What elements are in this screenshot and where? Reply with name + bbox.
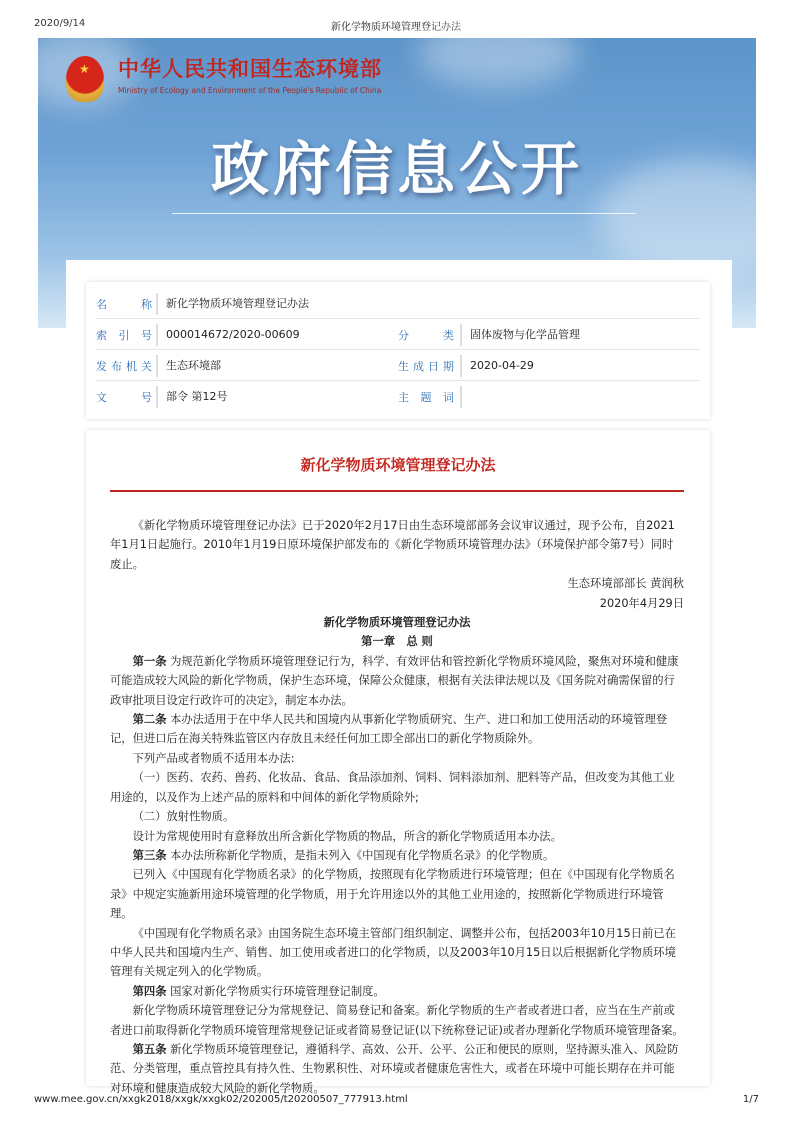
issuer-value: 生态环境部: [156, 355, 221, 377]
article-body: [110, 516, 684, 1098]
title-divider: [110, 490, 684, 492]
info-row-index: [96, 319, 700, 350]
signer: 生态环境部部长 黄润秋: [567, 577, 684, 591]
doc-title: 新化学物质环境管理登记办法: [323, 616, 471, 630]
paragraph-text: 本办法所称新化学物质，是指未列入《中国现有化学物质名录》的化学物质。: [166, 848, 555, 862]
date-value: 2020-04-29: [460, 355, 534, 377]
index-label: 索引号: [96, 329, 152, 342]
article-number: 第三条: [132, 848, 167, 862]
paragraph-text: 国家对新化学物质实行环境管理登记制度。: [166, 984, 385, 998]
paragraph-text: 新化学物质环境管理登记，遵循科学、高效、公开、公平、公正和便民的原则，坚持源头准入、风险防范、分类管理，重点管控具有持久性、生物累积性、对环境或者健康危害性大，或者在环境中可能长期存在并可能对环境和健康造成较大风险的新化学物质。: [110, 1042, 679, 1095]
article-paragraph: [110, 1040, 684, 1098]
paragraph-text: 为规范新化学物质环境管理登记行为，科学、有效评估和管控新化学物质环境风险，聚焦对环境和健康可能造成较大风险的新化学物质，保护生态环境，保障公众健康，根据有关法律法规以及《国务院对确需保留的行政审批项目设定行政许可的决定》，制定本办法。: [110, 654, 679, 707]
article-paragraph: [110, 1001, 684, 1040]
info-row-docno: [96, 381, 700, 412]
article-paragraph: [110, 652, 684, 710]
article-paragraph: [110, 924, 684, 982]
title-divider: [172, 213, 636, 214]
print-title: 新化学物质环境管理登记办法: [331, 22, 461, 33]
category-label: 分类: [398, 329, 454, 342]
ministry-name-en: Ministry of Ecology and Environment of the People's Republic of China: [118, 86, 382, 95]
index-value: 000014672/2020-00609: [156, 324, 300, 346]
info-row-name: [96, 288, 700, 319]
article-number: 第四条: [132, 984, 167, 998]
sign-date: 2020年4月29日: [599, 596, 684, 610]
article-paragraphs: [110, 652, 684, 1098]
category-value: 固体废物与化学品管理: [460, 324, 580, 346]
paragraph-text: 《中国现有化学物质名录》由国务院生态环境主管部门组织制定、调整并公布，包括2003年10月15日前已在中华人民共和国境内生产、销售、加工使用或者进口的化学物质，以及2003年10月15日以后根据新化学物质环境管理有关规定列入的化学物质。: [110, 926, 676, 979]
national-emblem-icon: ★: [66, 56, 104, 102]
print-date: 2020/9/14: [34, 18, 86, 29]
info-card: [86, 282, 710, 419]
date-label: 生成日期: [398, 360, 454, 373]
article-paragraph: [110, 982, 684, 1001]
article-card: [86, 430, 710, 1095]
intro-paragraph: 《新化学物质环境管理登记办法》已于2020年2月17日由生态环境部部务会议审议通过，现予公布，自2021年1月1日起施行。2010年1月19日原环境保护部发布的《新化学物质环境管理办法》（环境保护部令第7号）同时废止。: [110, 519, 675, 571]
name-label: 名称: [96, 298, 152, 311]
paragraph-text: 新化学物质环境管理登记分为常规登记、简易登记和备案。新化学物质的生产者或者进口者，应当在生产前或者进口前取得新化学物质环境管理常规登记证或者简易登记证(以下统称登记证)或者办理新化学物质环境管理备案。: [110, 1004, 684, 1037]
name-value: 新化学物质环境管理登记办法: [156, 293, 309, 315]
doc-no-value: 部令 第12号: [156, 386, 228, 408]
article-paragraph: [110, 710, 684, 749]
chapter-heading: 第一章 总 则: [361, 635, 433, 649]
article-paragraph: [110, 827, 684, 846]
paragraph-text: 设计为常规使用时有意释放出所含新化学物质的物品，所含的新化学物质适用本办法。: [132, 829, 562, 843]
paragraph-text: （一）医药、农药、兽药、化妆品、食品、食品添加剂、饲料、饲料添加剂、肥料等产品，但改变为其他工业用途的，以及作为上述产品的原料和中间体的新化学物质除外;: [110, 771, 675, 804]
issuer-label: 发布机关: [96, 360, 152, 373]
article-paragraph: [110, 807, 684, 826]
page-number: 1/7: [742, 1094, 759, 1105]
article-number: 第一条: [132, 654, 167, 668]
doc-no-label: 文号: [96, 391, 152, 404]
paragraph-text: （二）放射性物质。: [132, 810, 235, 824]
ministry-name-cn[interactable]: 中华人民共和国生态环境部: [118, 57, 382, 81]
info-row-issuer: [96, 350, 700, 381]
keywords-value: [460, 386, 470, 408]
section-title: 政府信息公开: [210, 135, 583, 203]
paragraph-text: 已列入《中国现有化学物质名录》的化学物质，按照现有化学物质进行环境管理；但在《中国现有化学物质名录》中规定实施新用途环境管理的化学物质，用于允许用途以外的其他工业用途的，按照新化学物质进行环境管理。: [110, 868, 675, 921]
article-number: 第五条: [132, 1042, 167, 1056]
paragraph-text: 本办法适用于在中华人民共和国境内从事新化学物质研究、生产、进口和加工使用活动的环境管理登记，但进口后在海关特殊监管区内存放且未经任何加工即全部出口的新化学物质除外。: [110, 713, 668, 746]
article-paragraph: [110, 749, 684, 768]
keywords-label: 主题词: [398, 391, 454, 404]
article-paragraph: [110, 846, 684, 865]
article-paragraph: [110, 768, 684, 807]
article-title: 新化学物质环境管理登记办法: [300, 456, 496, 474]
paragraph-text: 下列产品或者物质不适用本办法:: [132, 751, 295, 765]
article-paragraph: [110, 865, 684, 923]
article-number: 第二条: [132, 713, 167, 727]
print-url: www.mee.gov.cn/xxgk2018/xxgk/xxgk02/202005/t20200507_777913.html: [34, 1094, 408, 1105]
